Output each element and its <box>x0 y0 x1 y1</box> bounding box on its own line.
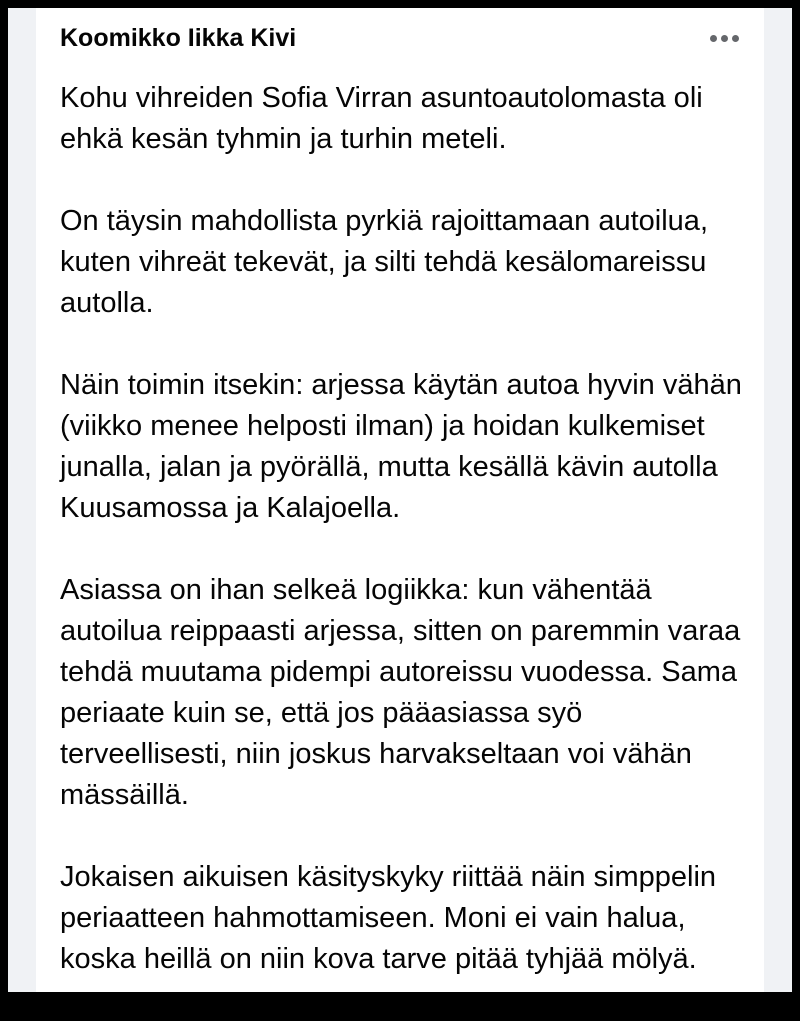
post-text <box>60 78 750 1021</box>
post-header <box>60 20 748 60</box>
post-paragraph: On täysin mahdollista pyrkiä rajoittamaan autoilua, kuten vihreät tekevät, ja silti tehdä kesälomareissu autolla. <box>60 205 708 319</box>
post-paragraph: Näin toimin itsekin: arjessa käytän autoa hyvin vähän (viikko menee helposti ilman) ja hoidan kulkemiset junalla, jalan ja pyörällä, mutta kesällä kävin autolla Kuusamossa ja Kalajoella. <box>60 369 742 524</box>
author-name[interactable]: Koomikko Iikka Kivi <box>60 24 297 52</box>
post-paragraph: Jokaisen aikuisen käsityskyky riittää näin simppelin periaatteen hahmottamiseen. Moni ei vain halua, koska heillä on niin kova tarve pitää tyhjää mölyä. <box>60 861 717 975</box>
post-paragraph: Asiassa on ihan selkeä logiikka: kun vähentää autoilua reippaasti arjessa, sitten on paremmin varaa tehdä muutama pidempi autoreissu vuodessa. Sama periaate kuin se, että jos pääasiassa syö terveellisesti, niin joskus harvakseltaan voi vähän mässäillä. <box>60 574 741 811</box>
post-paragraph: Kohu vihreiden Sofia Virran asuntoautolomasta oli ehkä kesän tyhmin ja turhin meteli. <box>60 82 703 155</box>
left-gutter <box>8 8 36 992</box>
right-gutter <box>764 8 792 992</box>
post-card <box>36 8 764 992</box>
ellipsis-icon <box>710 35 739 42</box>
more-options-button[interactable] <box>704 24 744 52</box>
